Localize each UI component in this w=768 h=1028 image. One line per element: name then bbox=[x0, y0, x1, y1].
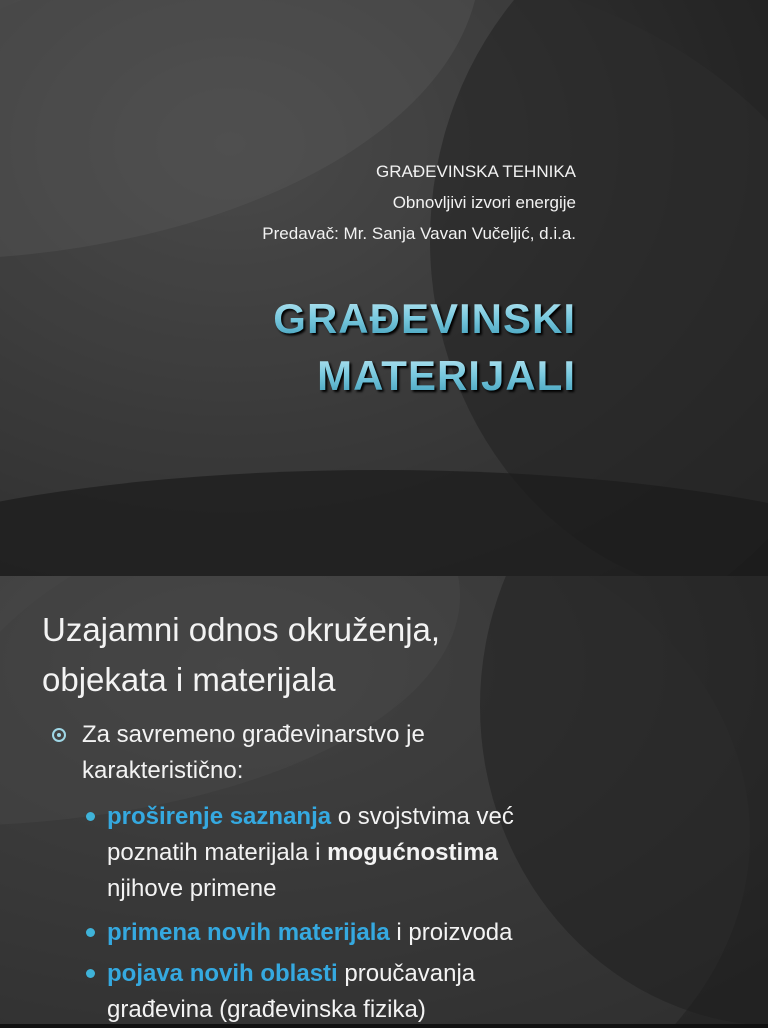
sub-bullet-3 bbox=[107, 956, 475, 1028]
subtitle-lecturer: Predavač: Mr. Sanja Vavan Vučeljić, d.i.a. bbox=[262, 224, 576, 243]
slide-heading bbox=[42, 605, 440, 705]
slide-title-line1: GRAĐEVINSKI bbox=[273, 295, 576, 342]
sub-bullet-1-line2: poznatih materijala i bbox=[107, 839, 328, 866]
sub-bullet-3-line2: građevina (građevinska fizika) bbox=[107, 996, 426, 1023]
sub-bullet-2-highlight: primena novih materijala bbox=[107, 919, 390, 946]
sub-bullet-3-highlight: pojava novih oblasti bbox=[107, 960, 338, 987]
subtitle-course: GRAĐEVINSKA TEHNIKA bbox=[376, 162, 576, 181]
bullet-circle-icon bbox=[52, 728, 66, 742]
sub-bullet-1 bbox=[107, 799, 514, 907]
sub-bullet-2-rest: i proizvoda bbox=[389, 919, 513, 946]
bullet-dot-icon bbox=[86, 928, 95, 937]
heading-line2: objekata i materijala bbox=[42, 661, 336, 698]
slide-title-line2: MATERIJALI bbox=[317, 352, 576, 399]
bullet-main bbox=[82, 717, 425, 789]
sub-bullet-2 bbox=[107, 915, 513, 951]
subtitle-topic: Obnovljivi izvori energije bbox=[392, 193, 576, 212]
heading-line1: Uzajamni odnos okruženja, bbox=[42, 611, 441, 648]
sub-bullet-1-line2-bold: mogućnostima bbox=[327, 839, 498, 866]
sub-bullet-3-rest: proučavanja bbox=[337, 960, 476, 987]
bullet-main-line2: karakteristično: bbox=[82, 757, 244, 784]
bullet-main-line1: Za savremeno građevinarstvo je bbox=[82, 721, 425, 748]
sub-bullet-1-highlight: proširenje saznanja bbox=[107, 803, 332, 830]
sub-bullet-1-line3: njihove primene bbox=[107, 875, 277, 902]
bullet-dot-icon bbox=[86, 812, 95, 821]
bullet-dot-icon bbox=[86, 969, 95, 978]
sub-bullet-1-rest: o svojstvima već bbox=[331, 803, 514, 830]
